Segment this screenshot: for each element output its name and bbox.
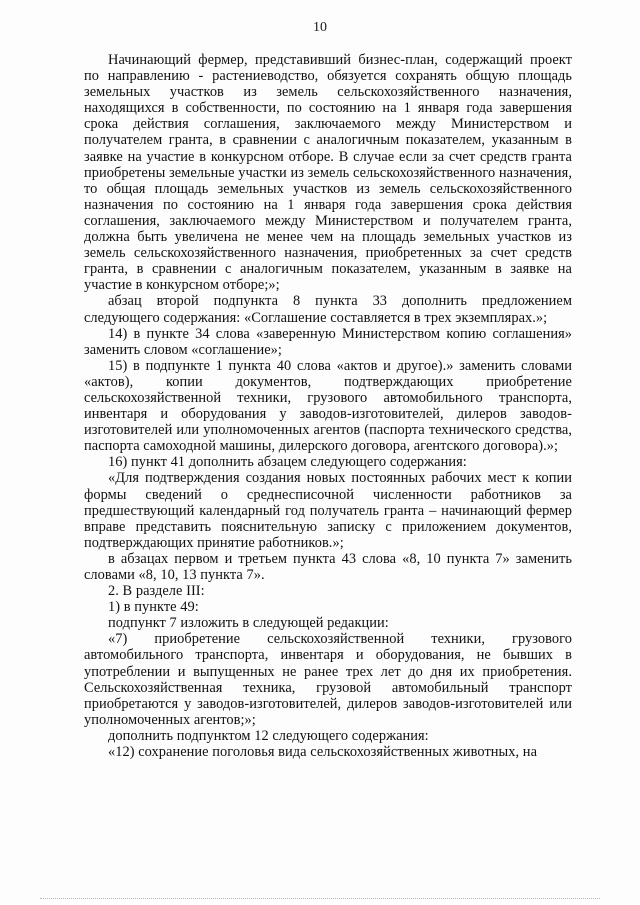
paragraph-subpoint-12-heading: дополнить подпунктом 12 следующего содержания: (108, 727, 429, 744)
paragraph-subpoint-7-text: «7) приобретение сельскохозяйственной техники, грузового автомобильного транспорта, инвентаря и оборудования, не бывших в употреблении и выпущенных не ранее трех лет до дня их приобретения. Сельскохозяйственная техника, грузовой автомобильный транспорт приобретаются у заводов-изготовителей, дилеров заводов-изготовителей или уполномоченных агентов;»; (84, 631, 572, 728)
page-number: 10 (313, 20, 327, 35)
paragraph-subpoint-7-heading: подпункт 7 изложить в следующей редакции: (108, 615, 389, 632)
paragraph-item-16: 16) пункт 41 дополнить абзацем следующего содержания: (108, 454, 467, 471)
paragraph-item-14: 14) в пункте 34 слова «заверенную Министерством копию соглашения» заменить словом «соглашение»; (84, 325, 572, 358)
paragraph-point-43: в абзацах первом и третьем пункта 43 слова «8, 10 пункта 7» заменить словами «8, 10, 13 пункта 7». (84, 550, 572, 583)
paragraph-section-3: 2. В разделе III: (108, 583, 205, 600)
document-body (84, 52, 572, 760)
paragraph-new-jobs-confirmation: «Для подтверждения создания новых постоянных рабочих мест к копии формы сведений о среднесписочной численности работников за предшествующий календарный год получатель гранта – начинающий фермер вправе представить пояснительную записку с приложением документов, подтверждающих принятие работников.»; (84, 470, 572, 551)
paragraph-grant-land-obligation: Начинающий фермер, представивший бизнес-план, содержащий проект по направлению - растениеводство, обязуется сохранять общую площадь земельных участков из земель сельскохозяйственного назначения, находящихся в собственности, по состоянию на 1 января года завершения срока действия соглашения, заключаемого между Министерством и получателем гранта, в сравнении с аналогичным показателем, указанным в заявке на участие в конкурсном отборе. В случае если за счет средств гранта приобретены земельные участки из земель сельскохозяйственного назначения, то общая площадь земельных участков из земель сельскохозяйственного назначения по состоянию на 1 января года завершения срока действия соглашения, заключаемого между Министерством и получателем гранта, должна быть увеличена не менее чем на площадь земельных участков из земель сельскохозяйственного назначения, приобретенных за счет средств гранта, в сравнении с аналогичным показателем, указанным в заявке на участие в конкурсном отборе;»; (84, 52, 572, 294)
scan-edge-divider (40, 898, 600, 899)
paragraph-item-15: 15) в подпункте 1 пункта 40 слова «актов и другое).» заменить словами «актов), копии документов, подтверждающих приобретение сельскохозяйственной техники, грузового автомобильного транспорта, инвентаря и оборудования у заводов-изготовителей, дилеров заводов-изготовителей или уполномоченных агентов (паспорта технического средства, паспорта самоходной машины, дилерского договора, агентского договора).»; (84, 357, 572, 455)
paragraph-subpoint-8-point-33: абзац второй подпункта 8 пункта 33 дополнить предложением следующего содержания: «Соглашение составляется в трех экземплярах.»; (84, 293, 572, 326)
paragraph-point-49: 1) в пункте 49: (108, 599, 199, 616)
paragraph-subpoint-12-text: «12) сохранение поголовья вида сельскохозяйственных животных, на (108, 744, 537, 761)
